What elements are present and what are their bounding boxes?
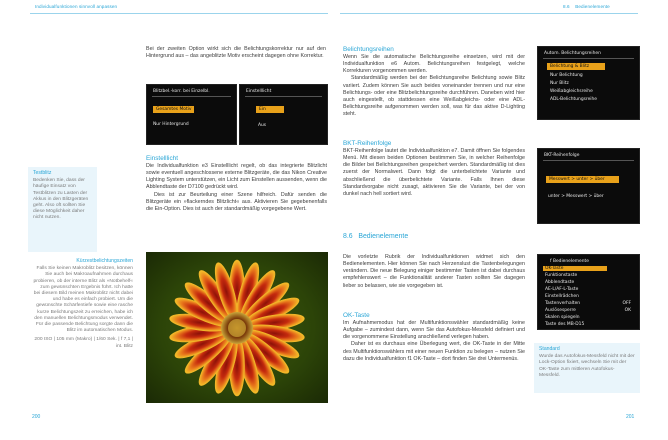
menu-option: unter > Messwert > über: [548, 194, 604, 199]
menu-option-selected: OK-Taste: [543, 266, 607, 271]
menu-option-selected: Belichtung & Blitz: [547, 63, 605, 70]
sidebar-tip-testblitz: [28, 167, 97, 252]
menu-option: Tastenverhalten: [545, 301, 581, 306]
running-header-right: [563, 4, 610, 9]
screen-title: Autom. Belichtungsreihen: [544, 51, 601, 56]
menu-option: Nur Belichtung: [550, 73, 583, 78]
subheading-ok-taste: OK-Taste: [343, 312, 370, 319]
section-number: 8.6: [343, 233, 353, 240]
section-ok-taste: OK-Taste Im Aufnahmemodus hat der Multifunktionswähler standardmäßig keine Aufgabe – zumindest dann, wenn Sie das Autofokus-Messfeld definiert und die vorgenommene Einstellung anschließend verlegen haben. Daher ist es durchaus eine Überlegung wert, die OK-Taste in der Mitte des Multifunktionswählers mit einer neuen Funktion zu belegen – nutzen Sie dazu die Individualfunktion f1 OK-Taste – dort finden Sie drei Untermenüs.: [343, 312, 525, 362]
divider: [152, 96, 231, 97]
sidebar-photo-caption: [28, 255, 138, 406]
camera-menu-screen-modeling-light: [239, 84, 328, 145]
screen-title: Blitzbel.-korr. bei Einzelbl.: [153, 89, 210, 94]
menu-option: Skalen spiegeln: [545, 315, 580, 320]
running-header-left: Individualfunktionen sinnvoll anpassen: [35, 4, 118, 9]
screen-title: f Bedienelemente: [550, 259, 589, 264]
header-rule-right: [340, 13, 638, 14]
camera-menu-screen-bkt-order: [537, 148, 640, 224]
menu-option: Einstellrädchen: [545, 294, 579, 299]
menu-option-selected: Ein: [256, 106, 284, 113]
subheading-belichtungsreihen: Belichtungsreihen: [343, 46, 394, 53]
section-bedienelemente-intro: Die vorletzte Rubrik der Individualfunktionen widmet sich den Bedienelementen. Hier können Sie nach Herzenslust die Tastenbelegungen verändern. Die neue Belegung einiger bestimmter Tasten ist dabei durchaus empfehlenswert – die Funktionalität anderer Tasten sollten Sie dagegen lieber so belassen, wie sie vorgegeben ist.: [343, 254, 525, 289]
sidebar-title: Testblitz: [33, 170, 52, 176]
screen-title: BKT-Reihenfolge: [544, 153, 580, 158]
section-belichtungsreihen: Belichtungsreihen Wenn Sie die automatische Belichtungsreihe einsetzen, wird mit der Individualfunktion e6 Autom. Belichtungsreihen festgelegt, welche Korrekturen vorgenommen werden. Standardmäßig werden bei der Belichtungsreihe Belichtung sowie Blitz variiert. Zudem können Sie auch beides voneinander trennen und nur eine Belichtungs- oder eine Blitzbelichtungsreihe durchführen. Daneben wird hier auch eingestellt, ob stattdessen eine Weißabgleichs- oder eine ADL-Belichtungsreihe aufgenommen werden soll, was für das aktive D-Lighting steht.: [343, 46, 525, 118]
sidebar-text: Bedenken Sie, dass der häufige Einsatz von Testblitzen zu Lasten der Akkus in den Blitzgeräten geht. Also oft sollten Sie diese Möglichkeit daher nicht nutzen.: [33, 178, 89, 221]
menu-option: Auslösesperre: [545, 308, 576, 313]
menu-option: ADL-Belichtungsreihe: [550, 97, 598, 102]
menu-option: Funktionstaste: [545, 273, 578, 278]
camera-menu-screen-flash-comp: [146, 84, 237, 145]
section-title: Bedienelemente: [358, 233, 409, 240]
menu-option: Nur Hintergrund: [153, 122, 189, 127]
menu-value: OK: [624, 308, 631, 313]
menu-option-selected: Messwert > unter > über: [546, 176, 619, 183]
section-heading-bedienelemente: [343, 232, 525, 241]
section-einstelllicht: Einstelllicht Die Individualfunktion e3 Einstelllicht regelt, ob das integrierte Blitzlicht sowie eventuell angeschlossene externe Blitzgeräte, die das Nikon Creative Lighting System unterstützen, ein Licht zum Einstellen aussenden, wenn die Abblendtaste der D7100 gedrückt wird. Dies ist zur Beurteilung einer Szene hilfreich. Dafür senden die Blitzgeräte ein »flackerndes Blitzlicht« aus. Aktivieren Sie gegebenenfalls die Ein-Option. Dies ist auch der standardmäßig vorgegebene Wert.: [146, 155, 327, 212]
sidebar-text: Falls Sie keinen Makroblitz besitzen, können Sie auch bei Makroaufnahmen durchaus probieren, ob der interne Blitz als »Notbehelf« zum gewünschten Ergebnis führt. Ich hatte bei diesem Bild meinen Makroblitz nicht dabei und habe es einfach probiert. Um die gewünschte Schärfentiefe sowie eine rasche kurze Belichtungszeit zu erreichen, habe ich den manuellen Belichtungsmodus verwendet. Für die passende Belichtung sorgte dann die Blitz im automatischen Modus.: [33, 266, 133, 334]
menu-option: Abblendtaste: [545, 280, 575, 285]
sidebar-title: Kürzestbelichtungszeiten: [76, 258, 133, 264]
header-section-number: 8.6: [563, 4, 570, 9]
divider: [245, 96, 322, 97]
sidebar-text: Wurde das Autofokus-Messfeld nicht mit der Lock-Option fixiert, wechseln Sie mit der OK-Taste zum mittleren Autofokus-Messfeld.: [539, 354, 635, 378]
screen-title: Einstelllicht: [246, 89, 272, 94]
paragraph-top-left: Bei der zweiten Option wirkt sich die Belichtungskorrektur nur auf den Hintergrund aus – das angeblitzte Motiv erscheint dagegen ohne Korrektur.: [146, 46, 326, 60]
page-number-right: 201: [626, 414, 635, 420]
header-rule-left: [30, 13, 328, 14]
header-section-title: Bedienelemente: [575, 4, 610, 9]
divider: [543, 160, 634, 161]
section-bkt-reihenfolge: BKT-Reihenfolge BKT-Reihenfolge lautet die Individualfunktion e7. Damit öffnen Sie folgendes Menü. Mit diesen beiden Optionen bestimmen Sie, in welcher Reihenfolge die Bilder bei Belichtungsreihen gespeichert werden. Standardmäßig ist dies zuerst der Normalwert. Dann folgt die unterbelichtete Variante und abschließend die überbelichtete Variante. Falls Ihnen diese Standardvorgabe nicht zusagt, aktivieren Sie die Variante, bei der von dunkel nach hell sortiert wird.: [343, 140, 525, 197]
menu-option: Weißabgleichsreihe: [550, 89, 593, 94]
divider: [543, 58, 634, 59]
subheading-bkt: BKT-Reihenfolge: [343, 140, 392, 147]
menu-value: OFF: [622, 301, 631, 306]
menu-option: AE-L/AF-L-Taste: [545, 287, 579, 292]
sidebar-title: Standard: [539, 346, 560, 352]
menu-option: Aus: [258, 123, 267, 128]
menu-option: Taste des MB-D15: [545, 322, 585, 327]
flower-photo: [146, 252, 328, 403]
subheading-einstelllicht: Einstelllicht: [146, 155, 178, 162]
camera-menu-screen-controls: [537, 254, 640, 330]
photo-exif-caption: 200 ISO | 105 mm (Makro) | 1/60 Sek. | f 7,1 | int. Blitz: [34, 337, 133, 349]
sidebar-tip-standard: [534, 343, 640, 393]
page-number-left: 200: [32, 414, 41, 420]
menu-option-selected: Gesamtes Motiv: [153, 106, 194, 113]
menu-option: Nur Blitz: [550, 81, 569, 86]
camera-menu-screen-bracketing: [537, 46, 640, 120]
